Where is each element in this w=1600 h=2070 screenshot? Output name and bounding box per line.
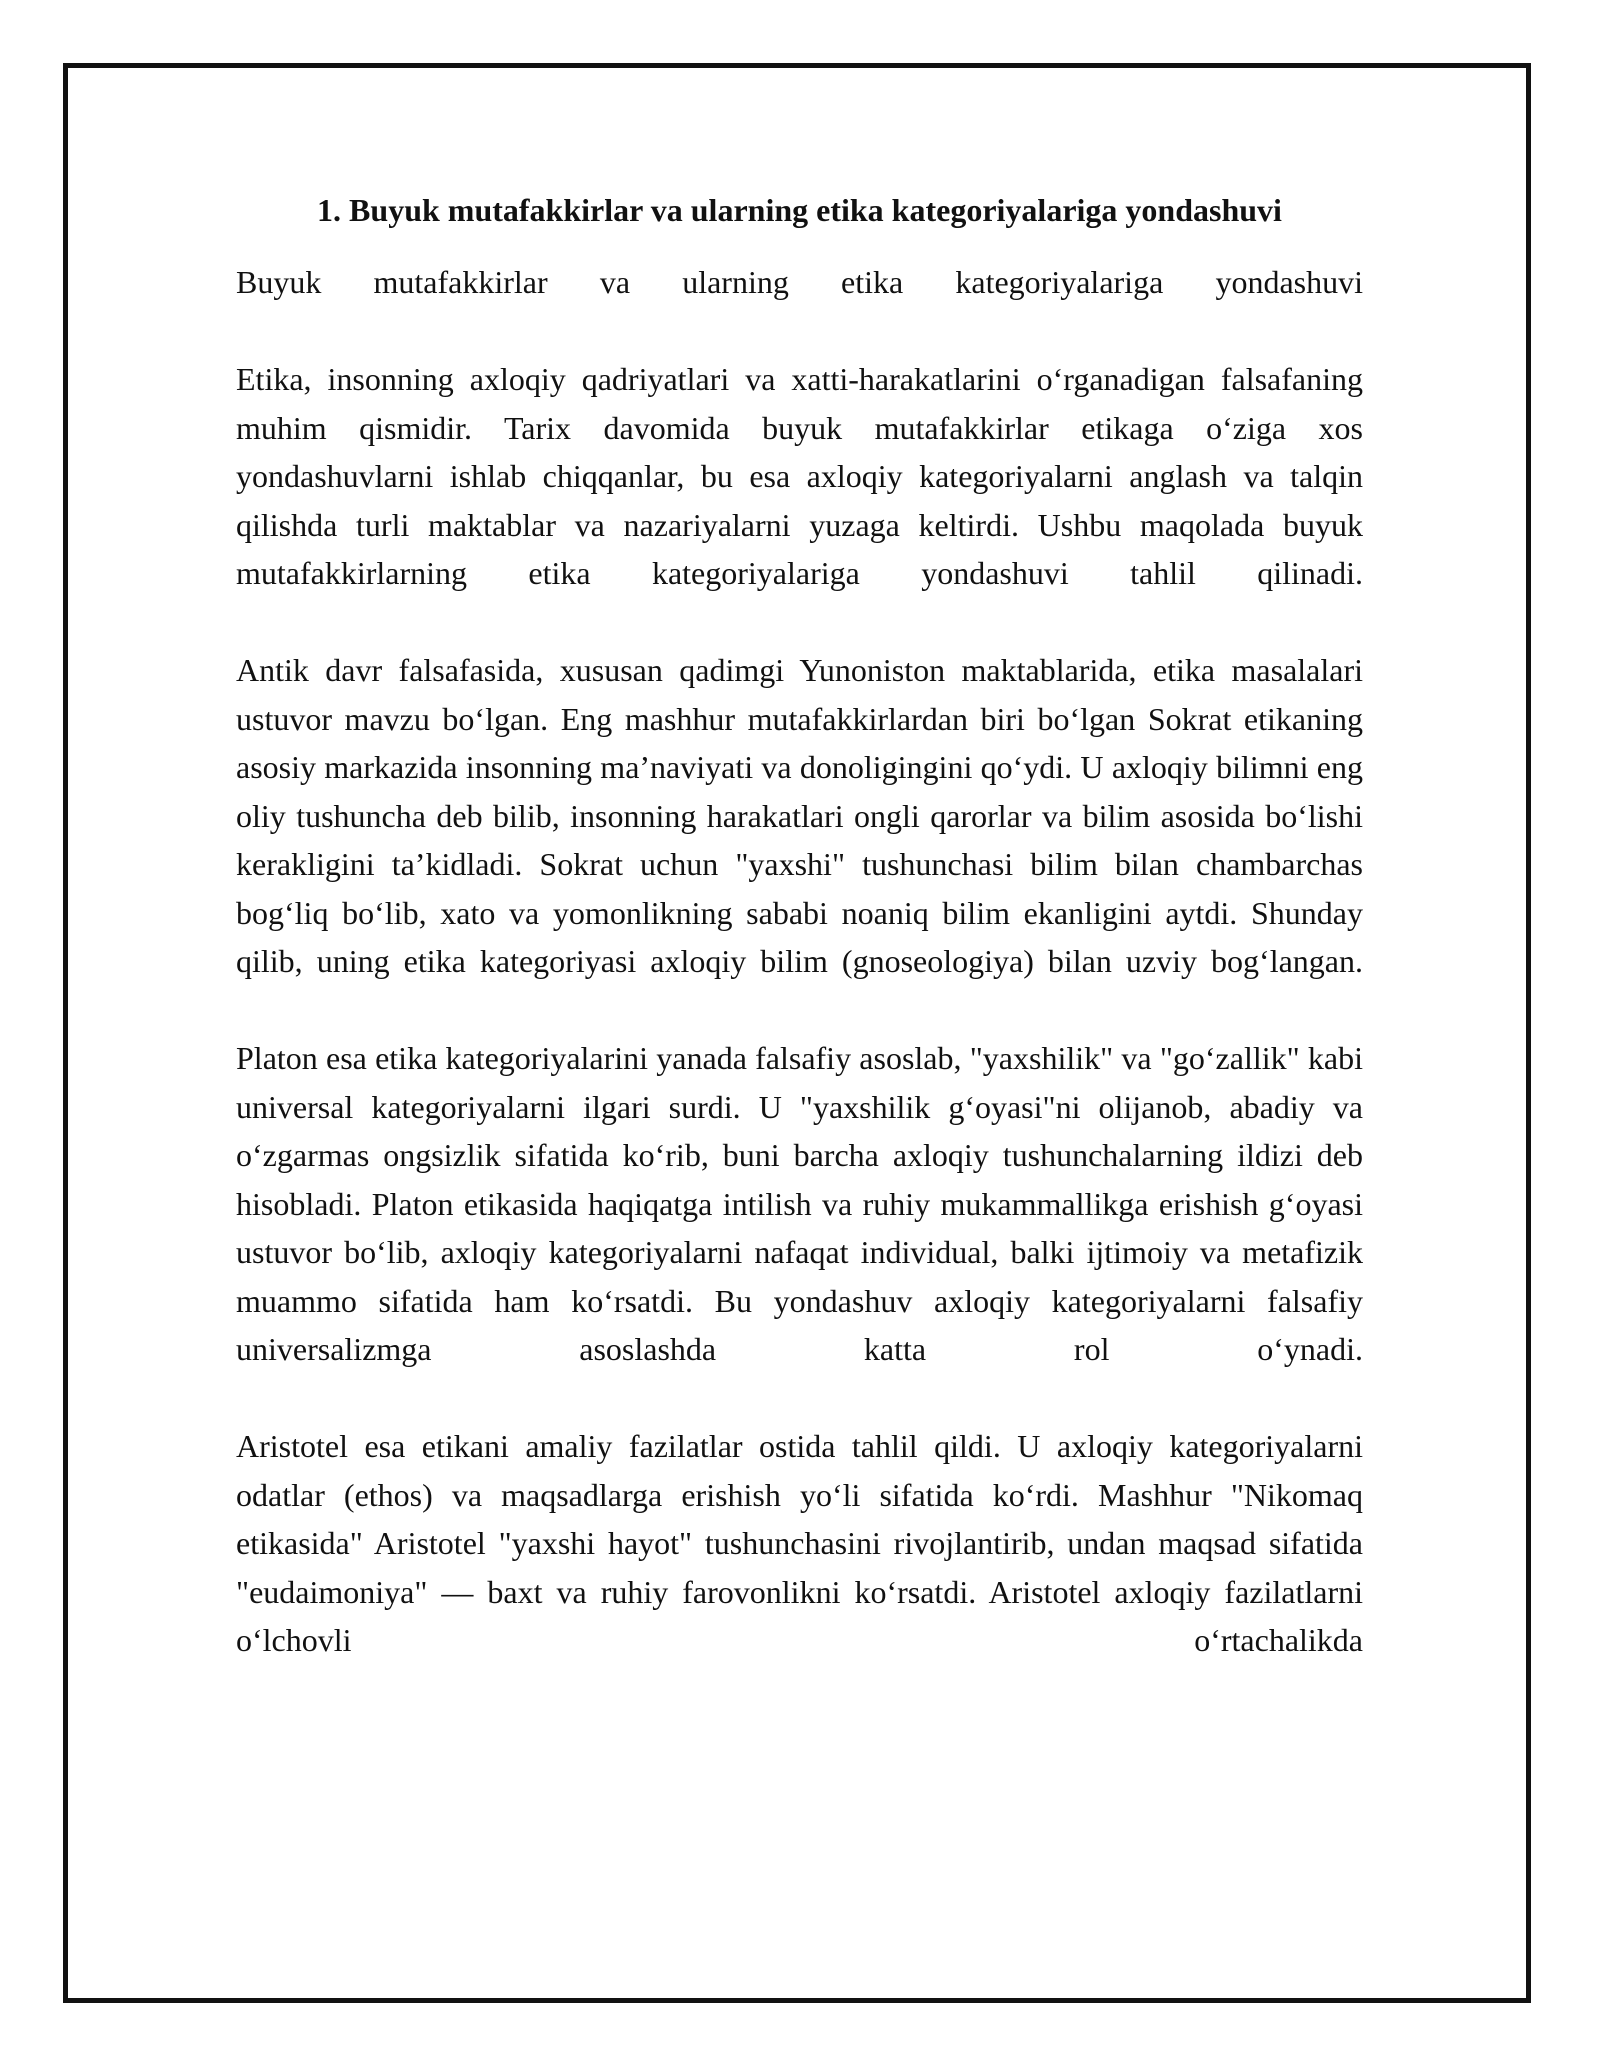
document-heading: 1. Buyuk mutafakkirlar va ularning etika kategoriyalariga yondashuvi xyxy=(317,192,1282,228)
document-subtitle: Buyuk mutafakkirlar va ularning etika kategoriyalariga yondashuvi xyxy=(236,264,1363,300)
paragraph-platon: Platon esa etika kategoriyalarini yanada falsafiy asoslab, "yaxshilik" va "go‘zallik" kabi universal kategoriyalarni ilgari surdi. U "yaxshilik g‘oyasi"ni olijanob, abadiy va o‘zgarmas ongsizlik sifatida ko‘rib, buni barcha axloqiy tushunchalarning ildizi deb hisobladi. Platon etikasida haqiqatga intilish va ruhiy mukammallikga erishish g‘oyasi ustuvor bo‘lib, axloqiy kategoriyalarni nafaqat individual, balki ijtimoiy va metafizik muammo sifatida ham ko‘rsatdi. Bu yondashuv axloqiy kategoriyalarni falsafiy universalizmga asoslashda katta rol o‘ynadi. xyxy=(236,1040,1363,1367)
paragraph-aristotel: Aristotel esa etikani amaliy fazilatlar ostida tahlil qildi. U axloqiy kategoriyalarni odatlar (ethos) va maqsadlarga erishish yo‘li sifatida ko‘rdi. Mashhur "Nikomaq etikasida" Aristotel "yaxshi hayot" tushunchasini rivojlantirib, undan maqsad sifatida "eudaimoniya" — baxt va ruhiy farovonlikni ko‘rsatdi. Aristotel axloqiy fazilatlarni o‘lchovli o‘rtachalikda xyxy=(236,1428,1363,1658)
document-body xyxy=(236,186,1363,1665)
paragraph-intro: Etika, insonning axloqiy qadriyatlari va xatti-harakatlarini o‘rganadigan falsafaning muhim qismidir. Tarix davomida buyuk mutafakkirlar etikaga o‘ziga xos yondashuvlarni ishlab chiqqanlar, bu esa axloqiy kategoriyalarni anglash va talqin qilishda turli maktablar va nazariyalarni yuzaga keltirdi. Ushbu maqolada buyuk mutafakkirlarning etika kategoriyalariga yondashuvi tahlil qilinadi. xyxy=(236,361,1363,591)
paragraph-sokrat: Antik davr falsafasida, xususan qadimgi Yunoniston maktablarida, etika masalalari ustuvor mavzu bo‘lgan. Eng mashhur mutafakkirlardan biri bo‘lgan Sokrat etikaning asosiy markazida insonning ma’naviyati va donoligingini qo‘ydi. U axloqiy bilimni eng oliy tushuncha deb bilib, insonning harakatlari ongli qarorlar va bilim asosida bo‘lishi kerakligini ta’kidladi. Sokrat uchun "yaxshi" tushunchasi bilim bilan chambarchas bog‘liq bo‘lib, xato va yomonlikning sababi noaniq bilim ekanligini aytdi. Shunday qilib, uning etika kategoriyasi axloqiy bilim (gnoseologiya) bilan uzviy bog‘langan. xyxy=(236,652,1363,979)
